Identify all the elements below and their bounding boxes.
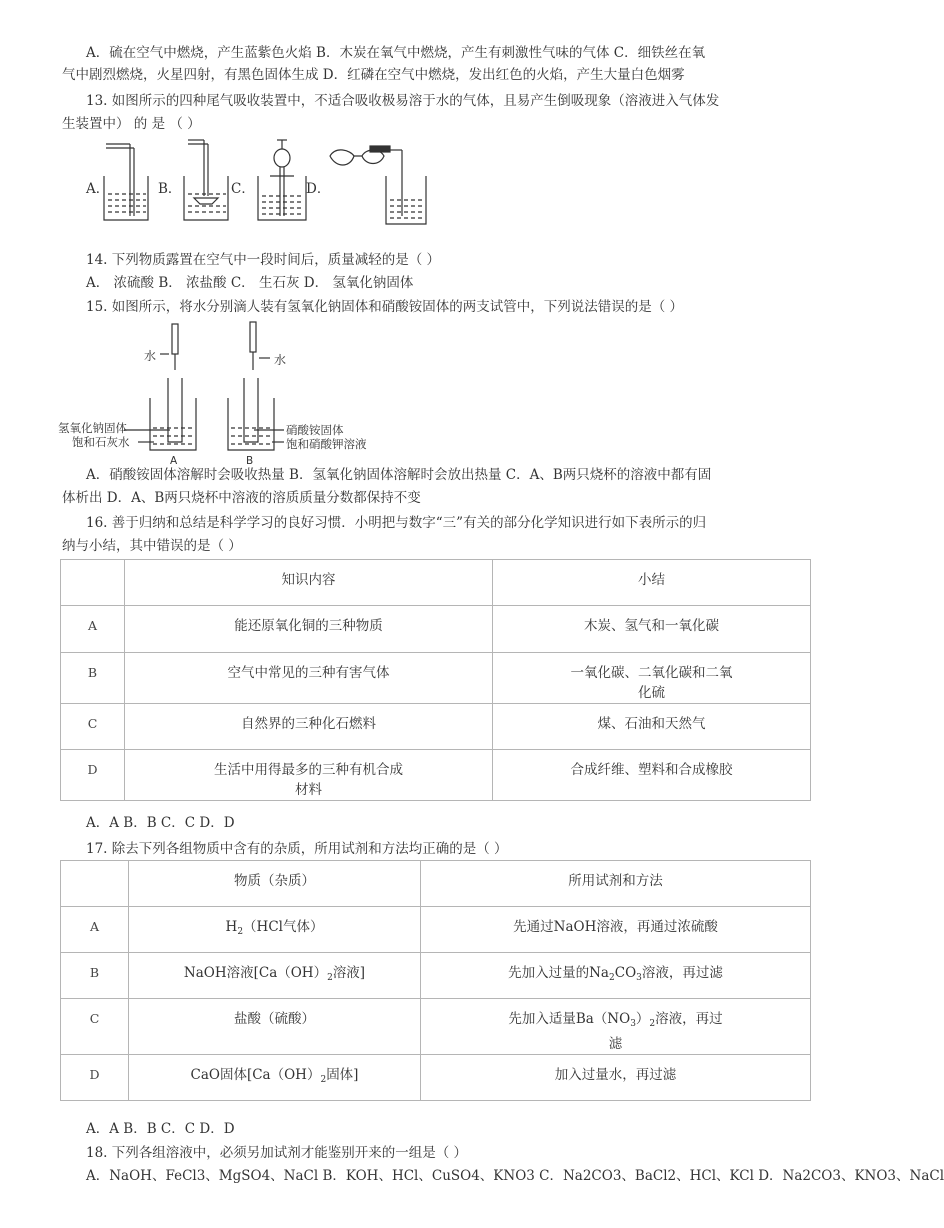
header-cell: 所用试剂和方法 — [421, 861, 811, 907]
q13-label-d: D． — [306, 181, 331, 197]
table-row — [61, 750, 811, 801]
q13-stem-line-1: 13. 如图所示的四种尾气吸收装置中，不适合吸收极易溶于水的气体，且易产生倒吸现象（溶液进入气体发 — [86, 93, 720, 109]
q15-beaker-figure — [58, 318, 388, 466]
q15-stem: 15. 如图所示，将水分别滴人装有氢氧化钠固体和硝酸铵固体的两支试管中，下列说法错误的是（ ） — [86, 299, 684, 315]
table-row — [61, 907, 811, 953]
table-cell: 加入过量水，再过滤 — [421, 1055, 811, 1101]
q13-apparatus-d — [330, 146, 426, 224]
q15-limewater-label: 饱和石灰水 — [72, 435, 130, 449]
cell-line: 材料 — [295, 782, 322, 798]
q13-label-b: B． — [158, 181, 182, 197]
q15-naoh-label: 氢氧化钠固体 — [58, 421, 127, 435]
cell-line: 滤 — [608, 1036, 623, 1052]
header-cell — [61, 861, 129, 907]
header-cell: 物质（杂质） — [129, 861, 421, 907]
q15-kno3-label: 饱和硝酸钾溶液 — [286, 437, 367, 451]
q15-beaker-b-label: B — [246, 455, 254, 467]
row-label: A — [61, 606, 125, 653]
table-header-row — [61, 861, 811, 907]
row-label: A — [61, 907, 129, 953]
table-cell — [421, 999, 811, 1055]
cell-line: 一氧化碳、二氧化碳和二氧 — [570, 665, 733, 681]
table-row — [61, 606, 811, 653]
table-cell: 先加入过量的$Na_2CO_3$溶液，再过滤 — [421, 953, 811, 999]
table-header-row — [61, 560, 811, 606]
q13-apparatus-a — [104, 144, 148, 220]
row-label: C — [61, 704, 125, 750]
cell-line: 化硫 — [638, 685, 665, 701]
q15-beaker-a-label: A — [170, 455, 178, 467]
q12-options-line-2: 气中剧烈燃烧，火星四射，有黑色固体生成 D．红磷在空气中燃烧，发出红色的火焰，产生大量白色烟雾 — [62, 67, 685, 83]
row-label: D — [61, 1055, 129, 1101]
q14-stem: 14. 下列物质露置在空气中一段时间后，质量减轻的是（ ） — [86, 252, 441, 268]
row-label: B — [61, 953, 129, 999]
row-label: D — [61, 750, 125, 801]
header-cell — [61, 560, 125, 606]
table-row — [61, 953, 811, 999]
table-cell: 合成纤维、塑料和合成橡胶 — [493, 750, 811, 801]
table-cell: CaO固体[$Ca(OH)_2$固体] — [129, 1055, 421, 1101]
header-cell: 小结 — [493, 560, 811, 606]
q13-apparatus-b — [184, 140, 228, 220]
q17-table — [60, 860, 811, 1101]
q18-stem: 18. 下列各组溶液中，必须另加试剂才能鉴别开来的一组是（ ） — [86, 1145, 468, 1161]
q13-label-c: C． — [231, 181, 255, 197]
q16-stem-line-2: 纳与小结，其中错误的是（ ） — [62, 538, 242, 554]
q15-water-left-label: 水 — [144, 349, 157, 363]
table-cell: 盐酸（硫酸） — [129, 999, 421, 1055]
table-cell: 先通过NaOH溶液，再通过浓硫酸 — [421, 907, 811, 953]
table-cell: 自然界的三种化石燃料 — [125, 704, 493, 750]
table-row — [61, 653, 811, 704]
table-cell: 煤、石油和天然气 — [493, 704, 811, 750]
q17-options: A．A B．B C．C D．D — [86, 1121, 235, 1137]
row-label: C — [61, 999, 129, 1055]
row-label: B — [61, 653, 125, 704]
q18-options: A．NaOH、FeCl3、MgSO4、NaCl B．KOH、HCl、CuSO4、KNO3 C．Na2CO3、BaCl2、HCl、KCl D．Na2CO3、KNO3、NaCl — [86, 1168, 944, 1184]
table-cell — [493, 653, 811, 704]
q15-nh4no3-label: 硝酸铵固体 — [286, 423, 344, 437]
table-cell: NaOH溶液[$Ca(OH)_2$溶液] — [129, 953, 421, 999]
q15-options-line-1: A．硝酸铵固体溶解时会吸收热量 B．氢氧化钠固体溶解时会放出热量 C．A、B两只烧杯的溶液中都有固 — [86, 467, 712, 483]
table-cell — [125, 750, 493, 801]
q13-apparatus-c — [258, 140, 306, 220]
q16-table — [60, 559, 811, 801]
q15-options-line-2: 体析出 D．A、B两只烧杯中溶液的溶质质量分数都保持不变 — [62, 490, 421, 506]
table-row — [61, 999, 811, 1055]
cell-line: 先加入适量$Ba(NO_3)_2$溶液，再过 — [508, 1011, 723, 1029]
table-cell: $H_2(HCl$气体） — [129, 907, 421, 953]
header-cell: 知识内容 — [125, 560, 493, 606]
table-cell: 空气中常见的三种有害气体 — [125, 653, 493, 704]
table-cell: 木炭、氢气和一氧化碳 — [493, 606, 811, 653]
table-cell: 能还原氧化铜的三种物质 — [125, 606, 493, 653]
q16-stem-line-1: 16. 善于归纳和总结是科学学习的良好习惯．小明把与数字“三”有关的部分化学知识进行如下表所示的归 — [86, 515, 707, 531]
q13-label-a: A． — [86, 181, 110, 197]
table-row — [61, 1055, 811, 1101]
q15-water-right-label: 水 — [274, 353, 287, 367]
q17-stem: 17. 除去下列各组物质中含有的杂质，所用试剂和方法均正确的是（ ） — [86, 841, 508, 857]
q16-options: A．A B．B C．C D．D — [86, 815, 235, 831]
q12-options-line-1: A．硫在空气中燃烧，产生蓝紫色火焰 B．木炭在氧气中燃烧，产生有刺激性气味的气体 C．细铁丝在氧 — [86, 45, 706, 61]
q13-stem-line-2: 生装置中） 的 是 （ ） — [62, 116, 201, 132]
q14-options: A． 浓硫酸 B． 浓盐酸 C． 生石灰 D． 氢氧化钠固体 — [86, 275, 414, 291]
table-row — [61, 704, 811, 750]
cell-line: 生活中用得最多的三种有机合成 — [214, 762, 403, 778]
